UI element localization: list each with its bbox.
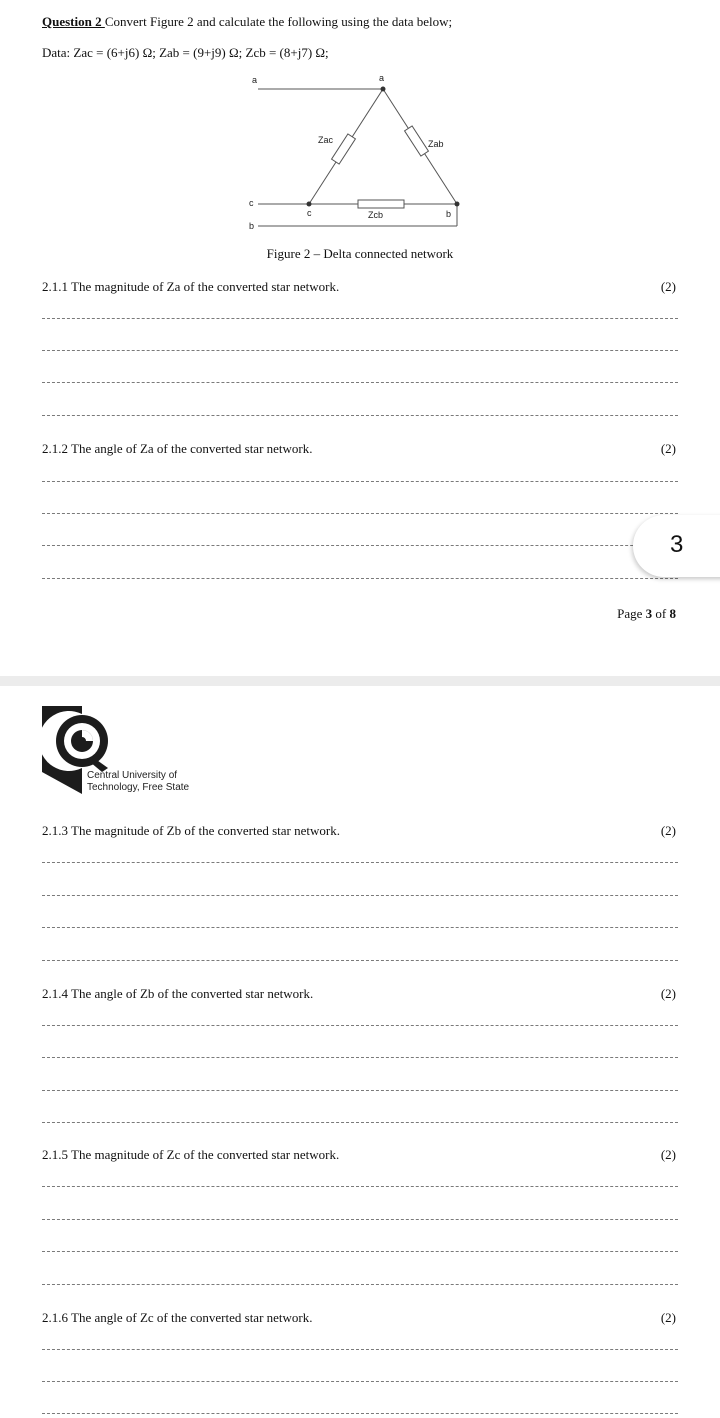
page-indicator-number: 3	[670, 531, 684, 558]
marks: (2)	[660, 279, 676, 294]
university-name: Central University of Technology, Free State	[87, 770, 190, 793]
resistor-zac	[332, 134, 356, 164]
figure-caption: Figure 2 – Delta connected network	[266, 246, 454, 261]
marks: (2)	[660, 823, 676, 838]
question-item: 2.1.5 The magnitude of Zc of the converted star network.	[42, 1147, 340, 1162]
answer-line[interactable]	[42, 1057, 678, 1058]
answer-line[interactable]	[42, 382, 678, 383]
label-b-node: b	[446, 209, 452, 219]
page-number: Page 3 of 8	[617, 606, 676, 621]
question-header	[42, 14, 452, 30]
answer-line[interactable]	[42, 513, 678, 514]
answer-line[interactable]	[42, 1381, 678, 1382]
node-a	[381, 87, 386, 92]
answer-line[interactable]	[42, 927, 678, 928]
answer-line[interactable]	[42, 415, 678, 416]
question-item: 2.1.6 The angle of Zc of the converted star network.	[42, 1310, 313, 1325]
question-item: 2.1.3 The magnitude of Zb of the converted star network.	[42, 823, 340, 838]
answer-line[interactable]	[42, 545, 678, 546]
answer-line[interactable]	[42, 895, 678, 896]
node-b	[455, 202, 460, 207]
label-zcb: Zcb	[368, 210, 384, 220]
answer-line[interactable]	[42, 1413, 678, 1414]
question-item: 2.1.1 The magnitude of Za of the converted star network.	[42, 279, 340, 294]
page-indicator-badge[interactable]	[633, 515, 720, 577]
answer-line[interactable]	[42, 1186, 678, 1187]
label-zab: Zab	[428, 139, 444, 149]
question-item: 2.1.4 The angle of Zb of the converted star network.	[42, 986, 314, 1001]
node-c	[307, 202, 312, 207]
label-a-top: a	[379, 73, 385, 83]
answer-line[interactable]	[42, 350, 678, 351]
answer-line[interactable]	[42, 862, 678, 863]
label-zac: Zac	[318, 135, 334, 145]
answer-line[interactable]	[42, 481, 678, 482]
resistor-zcb	[358, 200, 404, 208]
answer-line[interactable]	[42, 1025, 678, 1026]
answer-line[interactable]	[42, 1251, 678, 1252]
marks: (2)	[660, 441, 676, 456]
label-b-left: b	[249, 221, 255, 231]
answer-line[interactable]	[42, 1122, 678, 1123]
question-item: 2.1.2 The angle of Za of the converted star network.	[42, 441, 313, 456]
delta-network-figure	[240, 70, 480, 240]
marks: (2)	[660, 1147, 676, 1162]
question-data: Data: Zac = (6+j6) Ω; Zab = (9+j9) Ω; Zcb = (8+j7) Ω;	[42, 45, 329, 60]
answer-line[interactable]	[42, 578, 678, 579]
answer-line[interactable]	[42, 1219, 678, 1220]
question-intro: Convert Figure 2 and calculate the following using the data below;	[104, 14, 453, 29]
page-separator	[0, 676, 720, 686]
answer-line[interactable]	[42, 1284, 678, 1285]
marks: (2)	[660, 1310, 676, 1325]
label-c-node: c	[307, 208, 312, 218]
label-a-left: a	[252, 75, 258, 85]
resistor-zab	[405, 126, 429, 156]
question-title: Question 2	[42, 14, 105, 29]
marks: (2)	[660, 986, 676, 1001]
label-c-left: c	[249, 198, 254, 208]
answer-line[interactable]	[42, 960, 678, 961]
answer-line[interactable]	[42, 1090, 678, 1091]
answer-line[interactable]	[42, 318, 678, 319]
answer-line[interactable]	[42, 1349, 678, 1350]
document-page-3	[0, 0, 720, 676]
